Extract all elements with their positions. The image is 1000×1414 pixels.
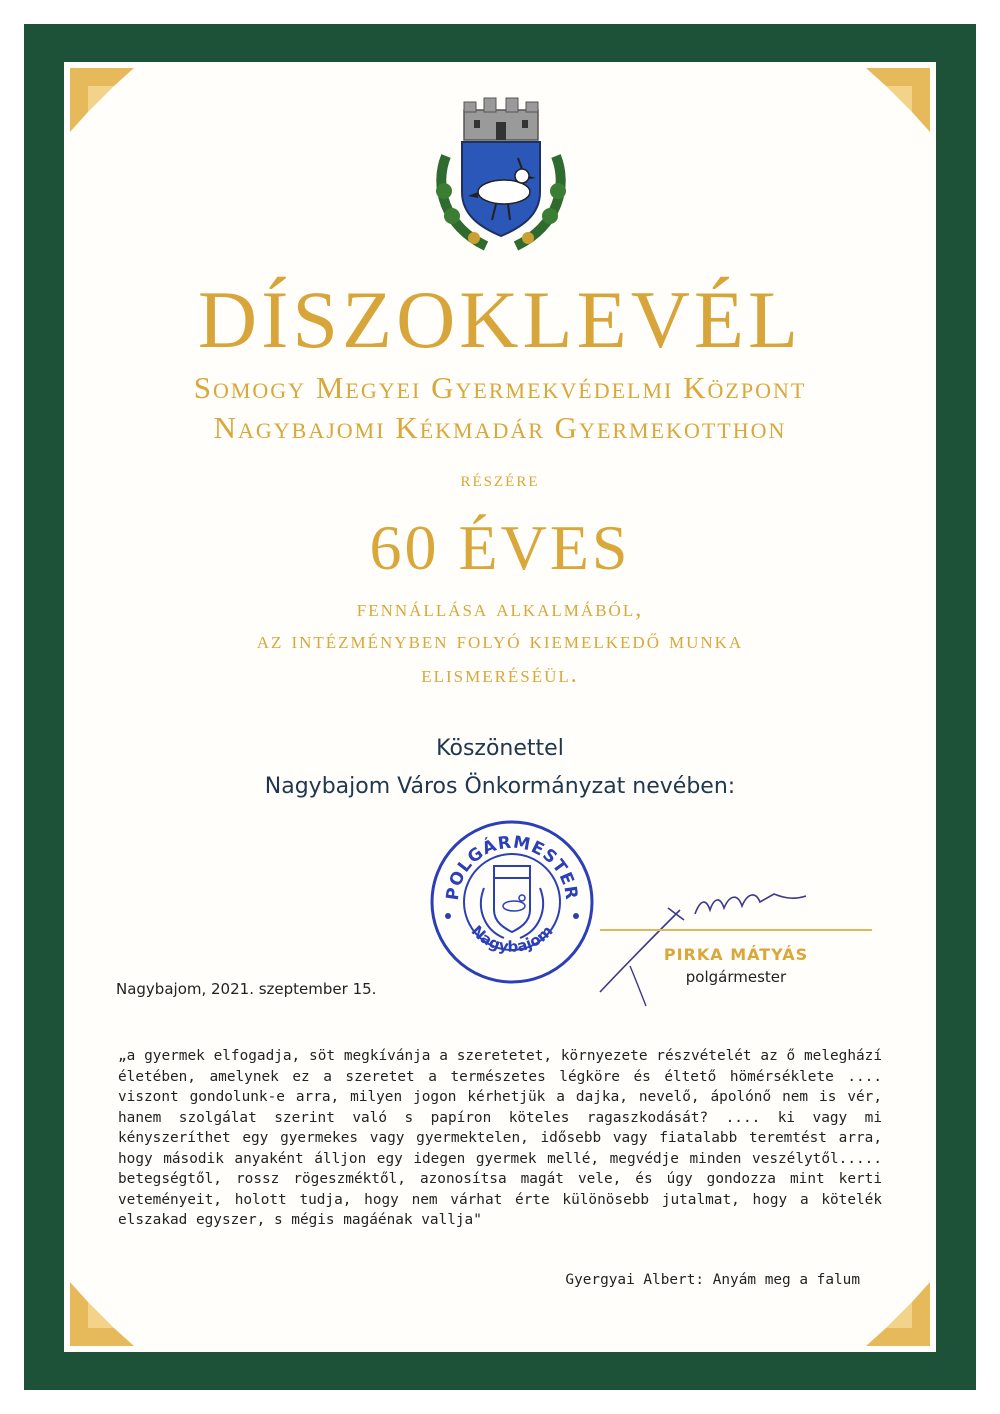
quote-source: Gyergyai Albert: Anyám meg a falum — [565, 1272, 860, 1288]
gold-corner-ornament-icon — [70, 68, 134, 132]
occasion-line2: az intézményben folyó kiemelkedő munka — [256, 628, 744, 654]
svg-text:Nagybajom — [468, 922, 557, 956]
occasion-line3: elismeréséül. — [421, 662, 579, 688]
stamp-bottom-text: Nagybajom — [467, 921, 557, 956]
stamp-top-text: POLGÁRMESTER — [442, 832, 582, 902]
coat-of-arms-icon — [426, 96, 576, 252]
signer-name: PIRKA MÁTYÁS — [663, 945, 809, 964]
occasion-line1: fennállása alkalmából, — [356, 596, 644, 622]
on-behalf-text: Nagybajom Város Önkormányzat nevében: — [264, 774, 736, 799]
gold-corner-ornament-icon — [866, 68, 930, 132]
diploma-title: DÍSZOKLEVÉL — [197, 274, 803, 365]
institution-name-line1: Somogy Megyei Gyermekvédelmi Központ — [193, 370, 807, 405]
quote-text: „a gyermek elfogadja, söt megkívánja a szeretetet, környezete részvételét az ő meleghází életében, amelynek ez a szeretet a természetes légköre és éltető hömérséklete .... viszont gondolunk-e arra, milyen jogon kérhetjük a dajka, nevelő, ápolónő nem is vér, hanem szolgálat szerint való s papíron köteles ragaszkodását? .... ki vagy mi kényszeríthet egy gyermekes vagy gyermektelen, idősebb vagy fiatalabb teremtést arra, hogy második anyaként álljon egy idegen gyermek mellé, megvédje minden veszélytől..... betegségtől, rossz rögeszméktől, azonosítsa magát vele, és úgy gondozza mint kerti veteményeit, holott tudja, hogy nem várhat érte különösebb jutalmat, hogy a kötelék elszakad egyszer, s mégis magáénak vallja" — [118, 1048, 882, 1228]
institution-name-line2: Nagybajomi Kékmadár Gyermekotthon — [213, 410, 787, 445]
thanks-text: Köszönettel — [436, 736, 564, 761]
for-label: részére — [460, 466, 540, 491]
anniversary-heading: 60 ÉVES — [369, 512, 631, 583]
gold-corner-ornament-icon — [70, 1282, 134, 1346]
gold-corner-ornament-icon — [866, 1282, 930, 1346]
signer-role: polgármester — [685, 968, 787, 986]
signature-line — [600, 929, 872, 931]
date-place: Nagybajom, 2021. szeptember 15. — [116, 980, 377, 998]
